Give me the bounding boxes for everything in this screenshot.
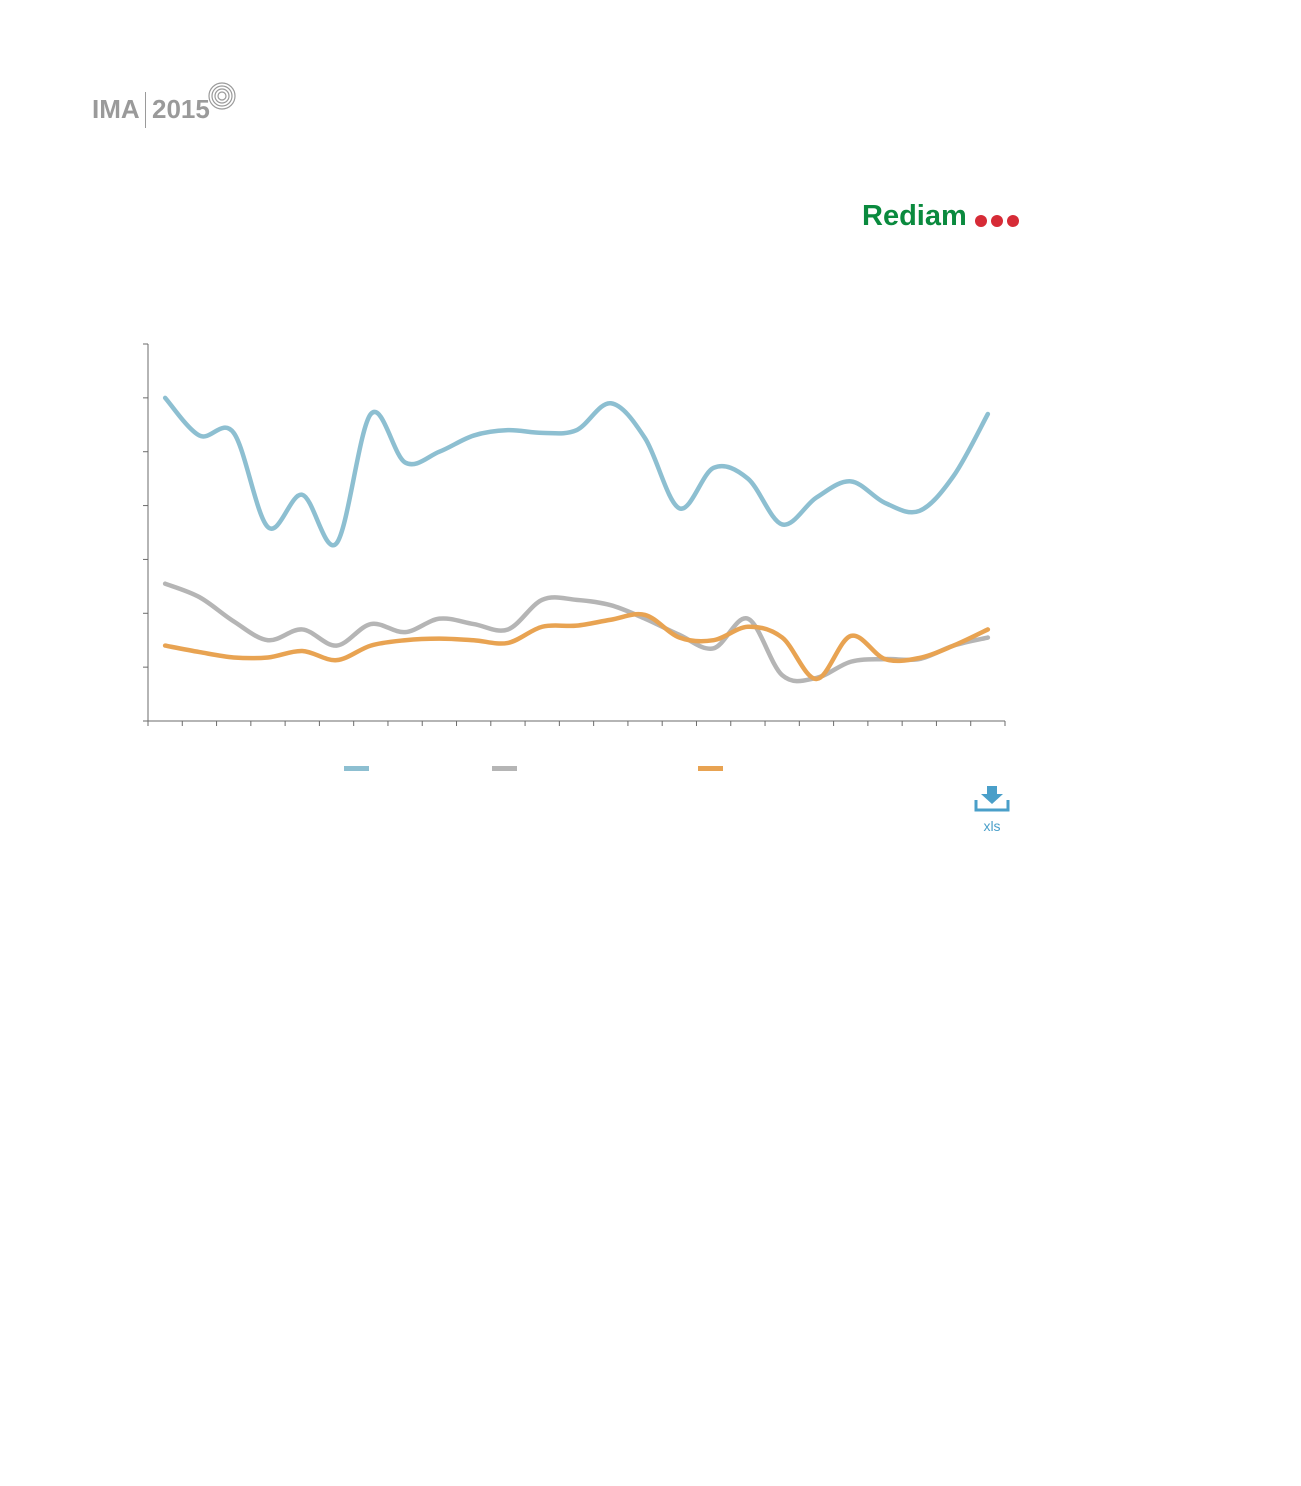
download-xls-label: xls (983, 818, 1001, 834)
legend-swatch-2 (492, 766, 517, 771)
rediam-logo-text: Rediam (862, 200, 967, 232)
chart-legend (344, 766, 723, 771)
ima-logo-text: IMA (92, 94, 140, 124)
series-line-3 (165, 614, 988, 679)
ima-logo-year: 2015 (152, 94, 210, 124)
series-line-1 (165, 398, 988, 545)
series-line-2 (165, 584, 988, 681)
download-xls-button[interactable] (970, 782, 1014, 838)
chart-series-layer (165, 398, 988, 681)
legend-swatch-1 (344, 766, 369, 771)
legend-swatch-3 (698, 766, 723, 771)
download-tray-icon (970, 782, 1014, 816)
chart-axes (143, 344, 1005, 726)
